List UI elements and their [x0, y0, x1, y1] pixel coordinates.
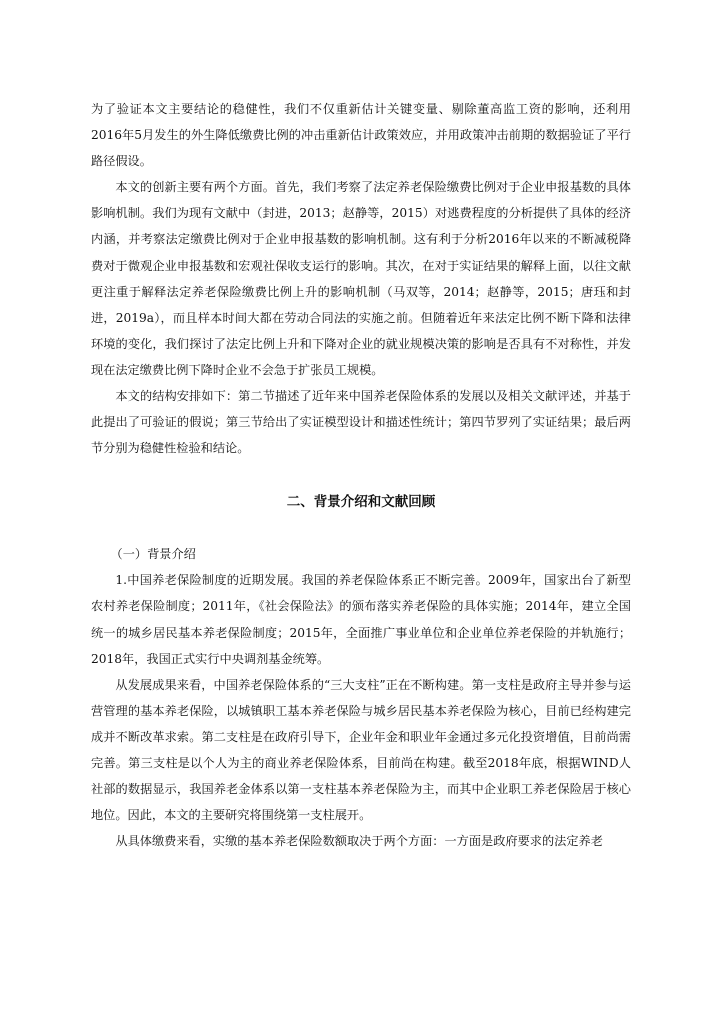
- document-page: [91, 96, 631, 854]
- section-title: 二、背景介绍和文献回顾: [286, 494, 436, 511]
- section-paragraph-2: 从发展成果来看，中国养老保险体系的“三大支柱”正在不断构建。第一支柱是政府主导并参与运营管理的基本养老保险，以城镇职工基本养老保险与城乡居民基本养老保险为核心，目前已经构建完成并不断改革求索。第二支柱是在政府引导下，企业年金和职业年金通过多元化投资增值，目前尚需完善。第三支柱是以个人为主的商业养老保险体系，目前尚在构建。截至2018年底，根据WIND人社部的数据显示，我国养老金体系以第一支柱基本养老保险为主，而其中企业职工养老保险居于核心地位。因此，本文的主要研究将围绕第一支柱展开。: [91, 677, 631, 823]
- intro-paragraph-3: 本文的结构安排如下：第二节描述了近年来中国养老保险体系的发展以及相关文献评述，并基于此提出了可验证的假说；第三节给出了实证模型设计和描述性统计；第四节罗列了实证结果；最后两节分别为稳健性检验和结论。: [91, 389, 631, 456]
- subsection-title: （一）背景介绍: [110, 547, 196, 562]
- section-paragraph-3: 从具体缴费来看，实缴的基本养老保险数额取决于两个方面：一方面是政府要求的法定养老: [115, 834, 603, 849]
- section-paragraph-1: 1.中国养老保险制度的近期发展。我国的养老保险体系正不断完善。2009年，国家出台了新型农村养老保险制度；2011年，《社会保险法》的颁布落实养老保险的具体实施；2014年，建立全国统一的城乡居民基本养老保险制度；2015年，全面推广事业单位和企业单位养老保险的并轨施行；2018年，我国正式实行中央调剂基金统筹。: [91, 573, 631, 666]
- intro-paragraph-2: 本文的创新主要有两个方面。首先，我们考察了法定养老保险缴费比例对于企业申报基数的具体影响机制。我们为现有文献中（封进，2013；赵静等，2015）对逃费程度的分析提供了具体的经济内涵，并考察法定缴费比例对于企业申报基数的影响机制。这有利于分析2016年以来的不断减税降费对于微观企业申报基数和宏观社保收支运行的影响。其次，在对于实证结果的解释上面，以往文献更注重于解释法定养老保险缴费比例上升的影响机制（马双等，2014；赵静等，2015；唐珏和封进，2019a），而且样本时间大都在劳动合同法的实施之前。但随着近年来法定比例不断下降和法律环境的变化，我们探讨了法定比例上升和下降对企业的就业规模决策的影响是否具有不对称性，并发现在法定缴费比例下降时企业不会急于扩张员工规模。: [91, 180, 631, 377]
- intro-paragraph-1: 为了验证本文主要结论的稳健性，我们不仅重新估计关键变量、剔除董高监工资的影响，还利用2016年5月发生的外生降低缴费比例的冲击重新估计政策效应，并用政策冲击前期的数据验证了平行路径假设。: [91, 102, 631, 169]
